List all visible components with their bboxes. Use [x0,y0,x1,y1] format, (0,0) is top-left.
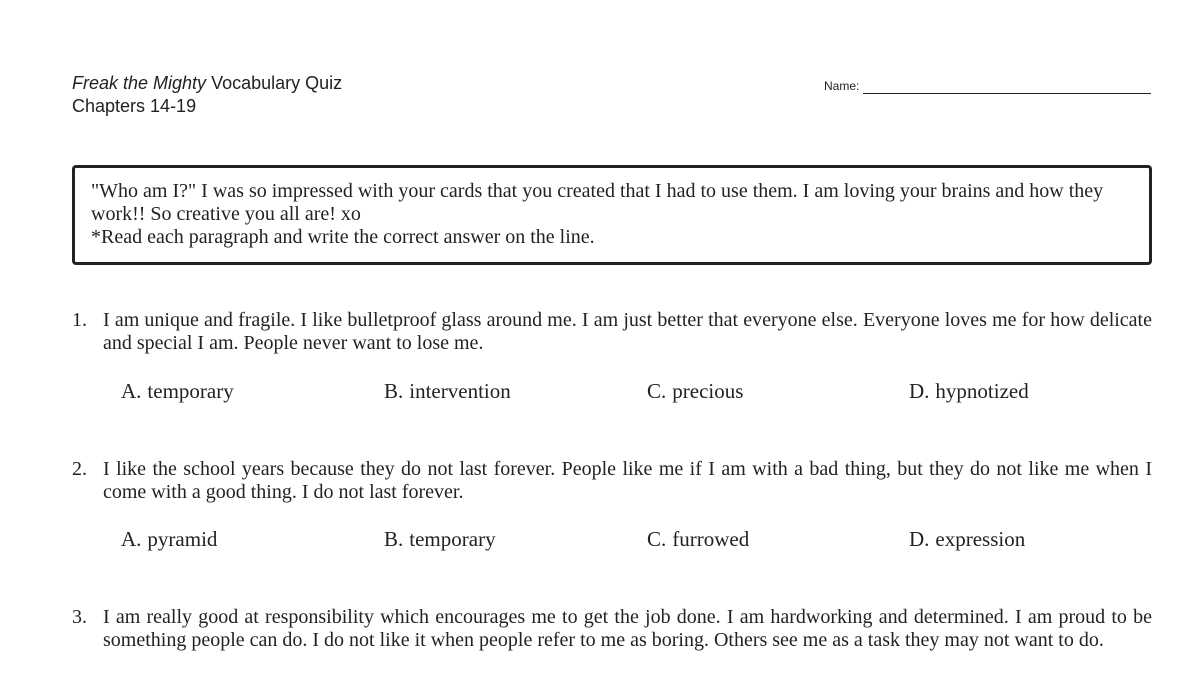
question-3 [72,606,1152,652]
question-text: I am really good at responsibility which encourages me to get the job done. I am hardworking and determined. I am proud to be something people can do. I do not like it when people refer to me as boring. Others see me as a task they may not want to do. [103,606,1152,651]
question-text: I am unique and fragile. I like bulletproof glass around me. I am just better that everyone else. Everyone loves me for how delicate and special I am. People never want to lose me. [103,309,1152,354]
quiz-title [72,72,342,95]
option-word: expression [935,527,1026,551]
question-number: 2. [72,458,87,480]
option-letter: B. [384,379,404,403]
chapters-subtitle: Chapters 14-19 [72,96,197,116]
option-letter: D. [909,379,930,403]
option-letter: A. [121,379,142,403]
instructions-text: *Read each paragraph and write the correct answer on the line. [91,226,595,248]
name-field-block [824,74,1151,94]
teacher-note-box [72,165,1152,265]
answer-options [121,527,1152,551]
answer-options [121,379,1152,403]
question-2 [72,458,1152,551]
option-d [909,527,1025,551]
name-line[interactable] [863,74,1151,94]
question-number: 1. [72,309,87,331]
question-number: 3. [72,606,87,628]
option-letter: D. [909,527,930,551]
book-title: Freak the Mighty [72,73,207,93]
option-word: precious [672,379,744,403]
option-d [909,379,1029,403]
option-word: temporary [147,379,234,403]
question-text: I like the school years because they do not last forever. People like me if I am with a bad thing, but they do not like me when I come with a good thing. I do not last forever. [103,458,1152,503]
option-c [647,379,743,403]
option-word: temporary [409,527,496,551]
option-word: furrowed [672,527,750,551]
option-b [384,379,511,403]
option-letter: A. [121,527,142,551]
quiz-title-rest: Vocabulary Quiz [206,73,343,93]
option-word: intervention [409,379,511,403]
option-letter: C. [647,527,667,551]
name-label: Name: [824,79,860,93]
option-word: hypnotized [935,379,1029,403]
question-1 [72,309,1152,403]
teacher-note-text: "Who am I?" I was so impressed with your cards that you created that I had to use them. I am loving your brains and how they work!! So creative you all are! xo [91,180,1104,225]
quiz-header [72,72,342,118]
option-letter: B. [384,527,404,551]
option-c [647,527,749,551]
option-word: pyramid [147,527,218,551]
option-b [384,527,496,551]
option-a [121,379,234,403]
option-letter: C. [647,379,667,403]
option-a [121,527,217,551]
